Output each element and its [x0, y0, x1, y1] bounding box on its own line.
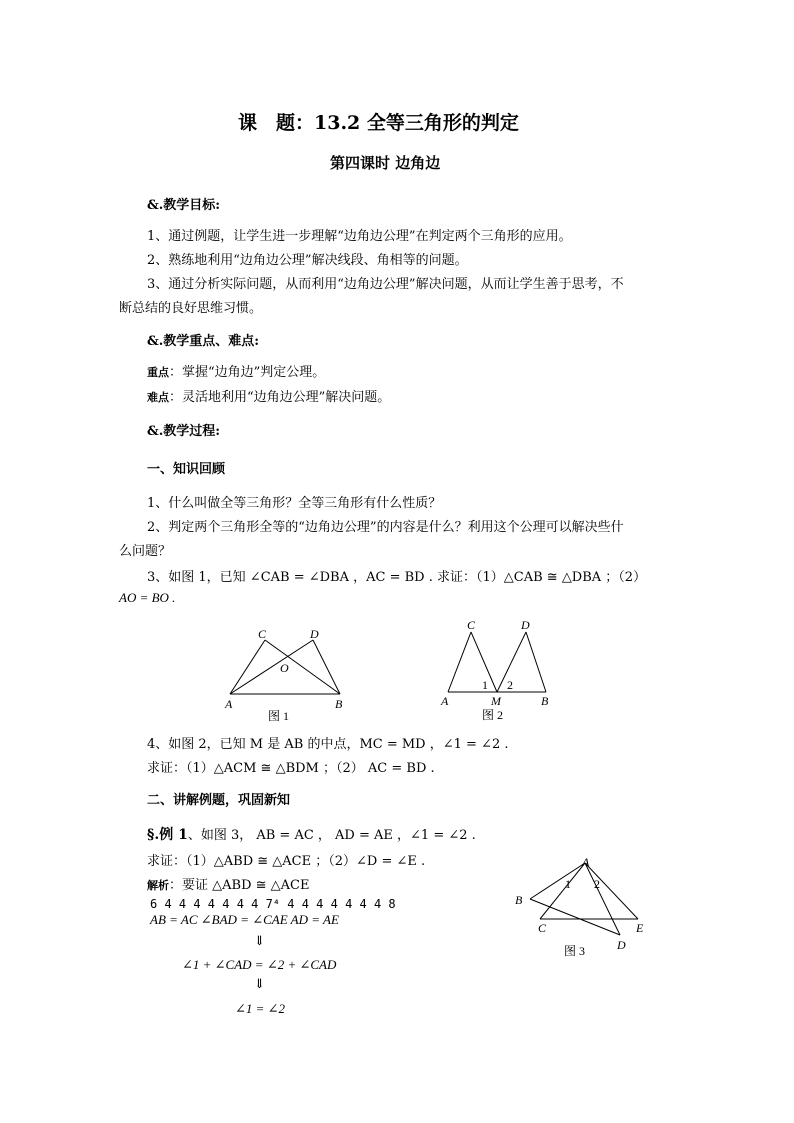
fig1-label-c: C: [258, 627, 267, 641]
brace-line: 6 4 4 4 4 4 4 4 7⁴ 4 4 4 4 4 4 4 8: [150, 897, 396, 911]
example-1: [147, 824, 476, 844]
analysis-label: 解析: [147, 879, 169, 892]
example-1-label: §.例 1: [147, 827, 188, 843]
fig1-label-d: D: [310, 627, 319, 641]
question-1: 1、什么叫做全等三角形？全等三角形有什么性质？: [147, 496, 442, 511]
objective-item: 2、熟练地利用“边角边公理”解决线段、角相等的问题。: [147, 253, 468, 268]
focus-line: [147, 361, 325, 380]
figure-2: [438, 616, 558, 724]
difficulty-label: 难点: [147, 391, 169, 404]
fig3-line-ad: [585, 863, 620, 935]
fig1-label-o: O: [280, 661, 289, 675]
fig2-label-1: 1: [482, 678, 488, 692]
fig2-line-ac: [448, 632, 471, 692]
fig3-label-1: 1: [565, 877, 571, 891]
fig2-caption: 图 2: [482, 708, 504, 722]
analysis-text: ：要证 △ABD ≅ △ACE: [169, 878, 310, 893]
fig3-label-2: 2: [594, 877, 600, 891]
down-arrow-1: ⇓: [254, 934, 265, 949]
step-angle-sum: ∠1 + ∠CAD = ∠2 + ∠CAD: [182, 957, 337, 972]
fig1-line-ac: [230, 640, 265, 694]
question-2-cont: 么问题？: [119, 544, 172, 559]
fig2-label-c: C: [467, 618, 476, 632]
fig1-label-b: B: [335, 697, 343, 711]
fig3-label-c: C: [538, 921, 547, 935]
example-1-prove: 求证：（1）△ABD ≅ △ACE ；（2）∠D = ∠E .: [147, 854, 426, 869]
example-1-text: 、如图 3， AB = AC ， AD = AE ，∠1 = ∠2 .: [187, 828, 476, 843]
fig3-label-d: D: [617, 938, 626, 952]
focus-text: ：掌握“边角边”判定公理。: [169, 365, 326, 380]
difficulty-text: ：灵活地利用“边角边公理”解决问题。: [169, 390, 391, 405]
fig3-line-ae: [585, 863, 638, 919]
fig3-label-b: B: [515, 893, 523, 907]
fig2-label-b: B: [541, 694, 549, 708]
fig1-line-ad: [230, 640, 313, 694]
fig2-label-m: M: [491, 694, 501, 708]
keypoints-heading: &.教学重点、难点:: [147, 334, 260, 349]
question-4: 4、如图 2，已知 M 是 AB 的中点，MC = MD ，∠1 = ∠2 .: [147, 737, 509, 752]
question-2: 2、判定两个三角形全等的“边角边公理”的内容是什么？利用这个公理可以解决些什: [147, 520, 624, 535]
objective-item: 断总结的良好思维习惯。: [119, 301, 263, 316]
focus-label: 重点: [147, 366, 169, 379]
fig2-label-a: A: [441, 694, 449, 708]
conditions-line: AB = AC ∠BAD = ∠CAE AD = AE: [150, 912, 339, 927]
fig3-line-ac: [540, 863, 585, 919]
analysis-line: [147, 874, 309, 893]
objective-item: 3、通过分析实际问题，从而利用“边角边公理”解决问题，从而让学生善于思考，不: [147, 277, 624, 292]
page-title: 课 题：13.2 全等三角形的判定: [238, 112, 519, 134]
fig2-label-d: D: [521, 618, 530, 632]
fig1-label-a: A: [225, 697, 233, 711]
figure-3: [510, 853, 660, 961]
fig3-caption: 图 3: [564, 944, 586, 958]
step-angle-equal: ∠1 = ∠2: [235, 1001, 286, 1016]
objective-item: 1、通过例题，让学生进一步理解“边角边公理”在判定两个三角形的应用。: [147, 229, 572, 244]
fig3-label-e: E: [636, 921, 644, 935]
question-4-prove: 求证：（1）△ACM ≅ △BDM ；（2） AC = BD .: [147, 761, 435, 776]
objectives-heading: &.教学目标:: [147, 198, 221, 213]
question-3-cont: AO = BO .: [119, 590, 176, 605]
down-arrow-2: ⇓: [254, 977, 265, 992]
difficulty-line: [147, 386, 390, 405]
question-3: 3、如图 1，已知 ∠CAB = ∠DBA ，AC = BD . 求证：（1）△CAB ≅ △DBA ；（2）: [147, 570, 647, 585]
fig3-line-ab: [530, 863, 585, 899]
process-heading: &.教学过程:: [147, 424, 221, 439]
section-examples: 二、讲解例题，巩固新知: [147, 793, 291, 808]
fig1-line-bd: [313, 640, 340, 694]
fig2-label-2: 2: [507, 678, 513, 692]
page-subtitle: 第四课时 边角边: [330, 154, 441, 172]
section-knowledge-review: 一、知识回顾: [147, 462, 226, 477]
fig1-caption: 图 1: [268, 709, 290, 723]
fig2-line-db: [526, 632, 546, 692]
figure-1: [220, 622, 360, 724]
fig1-line-bc: [265, 640, 340, 694]
fig3-label-a: A: [582, 855, 590, 869]
